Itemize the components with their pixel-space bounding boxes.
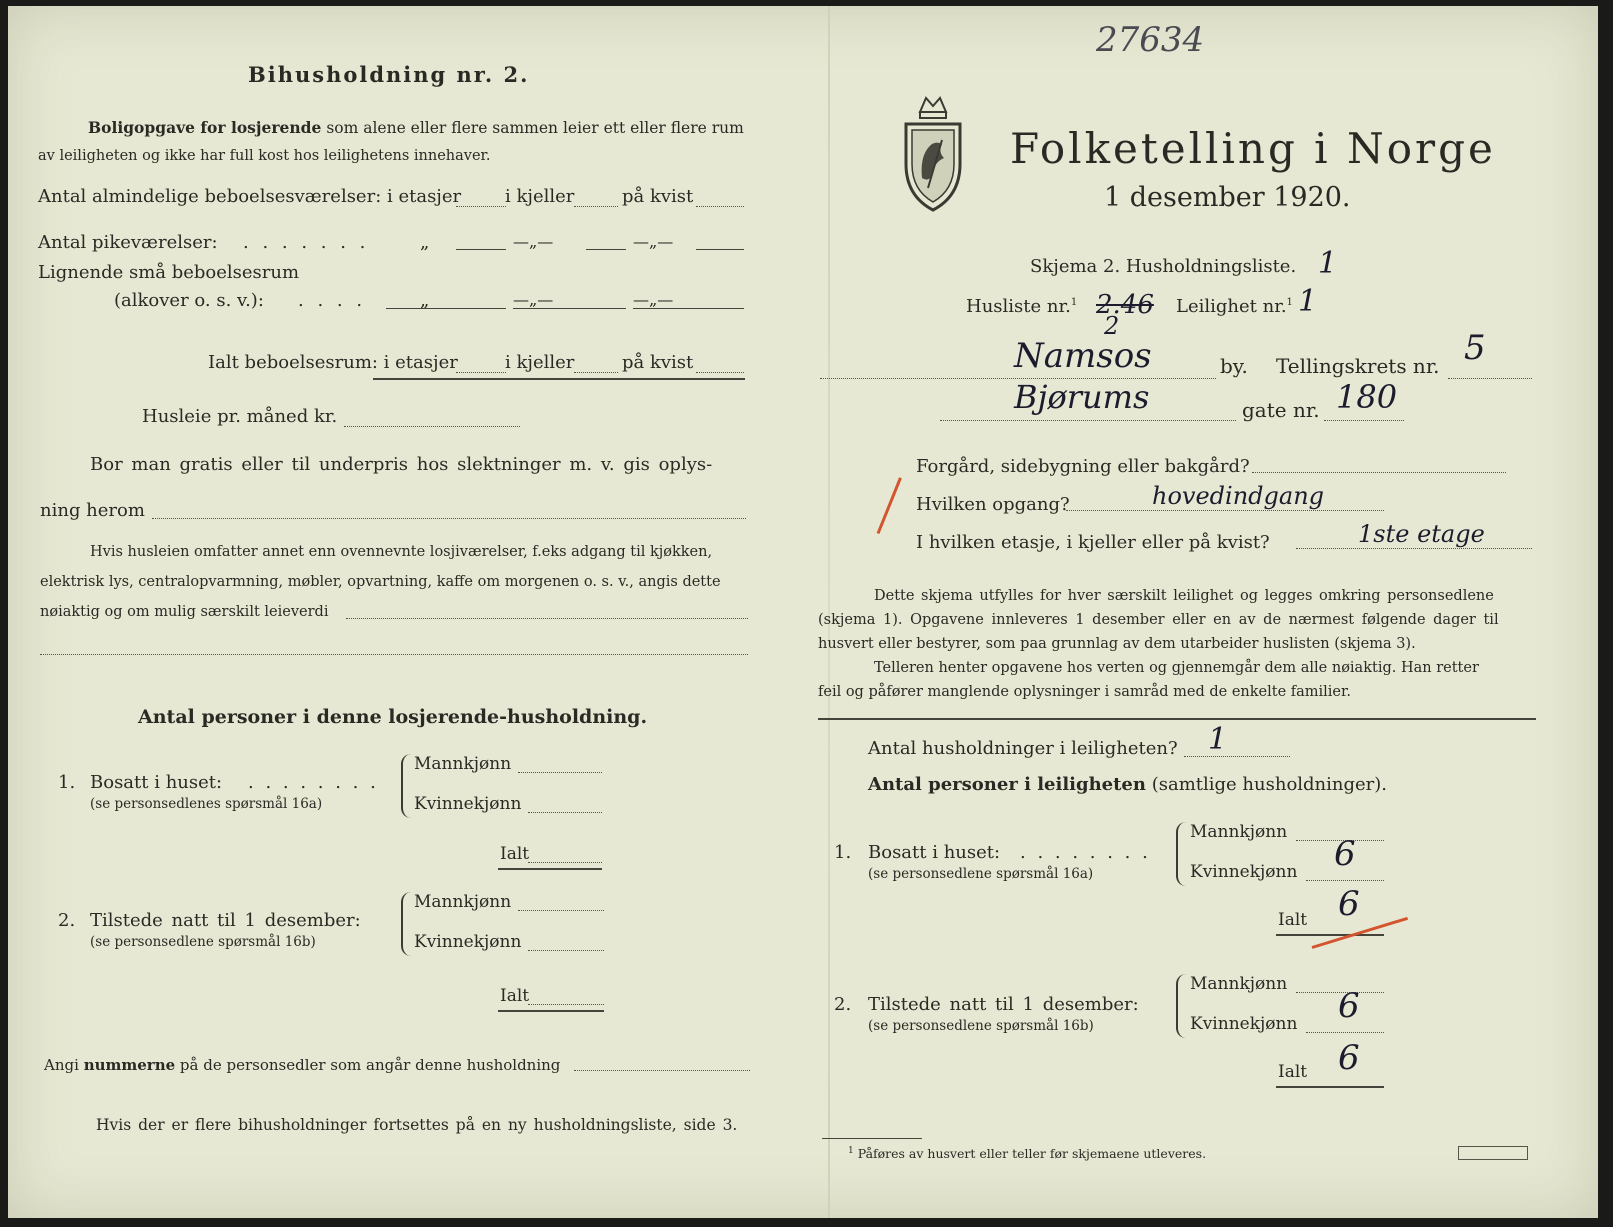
right-q2-ialt-underline xyxy=(1276,1086,1384,1088)
husliste-hand[interactable]: 2 xyxy=(1104,312,1120,340)
left-q1-mann-label: Mannkjønn xyxy=(414,754,512,774)
leilighet-label: Leilighet nr. xyxy=(1176,296,1287,317)
gratis-line-2: ning herom xyxy=(40,500,145,521)
rooms-kvist-field[interactable] xyxy=(696,206,744,207)
left-q1-kvinne-field[interactable] xyxy=(528,812,602,813)
left-q2-sub: (se personsedlene spørsmål 16b) xyxy=(90,934,316,950)
left-q1-kvinne-label: Kvinnekjønn xyxy=(414,794,522,814)
pike-ditto-2: —„— xyxy=(513,232,554,251)
hush-hand[interactable]: 1 xyxy=(1208,722,1228,757)
hvis-line-3: nøiaktig og om mulig særskilt leieverdi xyxy=(40,604,329,620)
street-hand[interactable]: Bjørums xyxy=(1014,378,1150,416)
gate-field xyxy=(1324,420,1404,421)
ialt-etasjer-field[interactable] xyxy=(456,372,506,373)
gratis-line-1: Bor man gratis eller til underpris hos slektninger m. v. gis oplys- xyxy=(90,454,713,475)
city-hand[interactable]: Namsos xyxy=(1014,336,1152,376)
info2-line-1: Telleren henter opgavene hos verten og gjennemgår dem alle nøiaktig. Han retter xyxy=(874,660,1479,676)
right-q2-mann-label: Mannkjønn xyxy=(1190,974,1288,994)
leieverdi-field[interactable] xyxy=(346,618,748,619)
opgang-hand[interactable]: hovedindgang xyxy=(1152,482,1325,510)
rooms-etasjer-field[interactable] xyxy=(456,206,506,207)
right-persons-bold: Antal personer i leiligheten xyxy=(868,774,1146,795)
right-q2-num: 2. xyxy=(834,994,852,1015)
right-q1-sub: (se personsedlene spørsmål 16a) xyxy=(868,866,1094,882)
leilighet-hand[interactable]: 1 xyxy=(1298,284,1318,319)
left-q1-sub: (se personsedlenes spørsmål 16a) xyxy=(90,796,323,812)
lignende-kvist-field[interactable] xyxy=(633,308,744,309)
ialt-underline xyxy=(373,378,745,380)
info1-line-2: (skjema 1). Opgavene innleveres 1 desember eller en av de nærmest følgende dager til xyxy=(818,612,1499,628)
right-q1-brace xyxy=(1176,822,1188,886)
lignende-line-1: Lignende små beboelsesrum xyxy=(38,262,300,283)
right-q2-label: Tilstede natt til 1 desember: xyxy=(868,994,1139,1015)
right-persons-heading xyxy=(868,774,1387,795)
right-q1-kvinne-hand[interactable]: 6 xyxy=(1334,834,1356,874)
right-q1-ialt-label: Ialt xyxy=(1278,910,1308,930)
ialt-kjeller-label: i kjeller xyxy=(505,352,575,373)
street-field xyxy=(940,420,1236,421)
pike-etasjer-field[interactable] xyxy=(456,249,506,250)
ialt-kvist-label: på kvist xyxy=(622,352,694,373)
husliste-struck: 2.46 xyxy=(1096,290,1154,320)
right-q1-ialt-hand[interactable]: 6 xyxy=(1338,884,1360,924)
gratis-field[interactable] xyxy=(152,518,746,519)
left-q2-brace xyxy=(401,892,413,956)
etasje-hand[interactable]: 1ste etage xyxy=(1358,520,1485,548)
info2-line-2: feil og påfører manglende oplysninger i samråd med de enkelte familier. xyxy=(818,684,1351,700)
right-q1-label: Bosatt i huset: xyxy=(868,842,1001,863)
opgang-field xyxy=(1066,510,1384,511)
lignende-ditto-3: —„— xyxy=(633,290,674,309)
lignende-dots: . . . . xyxy=(298,290,367,311)
left-q2-kvinne-label: Kvinnekjønn xyxy=(414,932,522,952)
ialt-kvist-field[interactable] xyxy=(696,372,744,373)
left-q2-num: 2. xyxy=(58,910,76,931)
right-q1-mann-label: Mannkjønn xyxy=(1190,822,1288,842)
ialt-kjeller-field[interactable] xyxy=(574,372,618,373)
left-q1-label: Bosatt i huset: xyxy=(90,772,223,793)
left-q1-dots: . . . . . . . . xyxy=(248,772,379,793)
intro-bold: Boligopgave for losjerende xyxy=(88,118,322,137)
right-divider xyxy=(818,718,1536,720)
left-q1-ialt-underline xyxy=(498,868,602,870)
by-label: by. xyxy=(1220,354,1248,378)
skjema-hand: 1 xyxy=(1318,246,1338,281)
right-q2-kvinne-hand[interactable]: 6 xyxy=(1338,986,1360,1026)
footnote-num: 1 xyxy=(848,1146,854,1156)
left-q2-mann-label: Mannkjønn xyxy=(414,892,512,912)
forgaard-field[interactable] xyxy=(1252,472,1506,473)
opgang-label: Hvilken opgang? xyxy=(916,494,1070,515)
husleie-field[interactable] xyxy=(344,426,520,427)
right-q2-ialt-hand[interactable]: 6 xyxy=(1338,1038,1360,1078)
right-q1-num: 1. xyxy=(834,842,852,863)
leieverdi-field-2[interactable] xyxy=(40,654,748,655)
info1-line-1: Dette skjema utfylles for hver særskilt leilighet og legges omkring personsedlene xyxy=(874,588,1494,604)
left-q2-mann-field[interactable] xyxy=(518,910,604,911)
krets-hand[interactable]: 5 xyxy=(1464,328,1486,368)
right-q2-kvinne-field xyxy=(1306,1032,1384,1033)
etasje-field xyxy=(1296,548,1532,549)
skjema-label: Skjema 2. Husholdningsliste. xyxy=(1030,256,1297,277)
rooms-kvist-label: på kvist xyxy=(622,186,694,207)
leilighet-row xyxy=(1176,296,1293,317)
right-q2-ialt-label: Ialt xyxy=(1278,1062,1308,1082)
left-q2-ialt-field[interactable] xyxy=(528,1004,604,1005)
footnote xyxy=(848,1146,1206,1161)
pike-kvist-field[interactable] xyxy=(696,249,744,250)
angi-pre: Angi xyxy=(44,1056,79,1074)
right-q1-kvinne-field xyxy=(1306,880,1384,881)
intro-line-2: av leiligheten og ikke har full kost hos leilighetens innehaver. xyxy=(38,148,491,164)
footnote-text: Påføres av husvert eller teller før skjemaene utleveres. xyxy=(857,1146,1207,1162)
etasje-label: I hvilken etasje, i kjeller eller på kvist? xyxy=(916,532,1270,553)
gate-label: gate nr. xyxy=(1242,398,1320,422)
footnote-rule xyxy=(822,1138,922,1139)
leilighet-sup: 1 xyxy=(1286,297,1293,308)
lignende-kjeller-field[interactable] xyxy=(513,308,626,309)
hush-label: Antal husholdninger i leiligheten? xyxy=(868,738,1178,759)
krets-field xyxy=(1448,378,1532,379)
printer-stamp xyxy=(1458,1146,1528,1160)
right-title: Folketelling i Norge xyxy=(1010,124,1496,173)
left-q2-kvinne-field[interactable] xyxy=(528,950,604,951)
hvis-line-2: elektrisk lys, centralopvarmning, møbler, opvartning, kaffe om morgenen o. s. v., angis dette xyxy=(40,574,721,590)
intro-line-1 xyxy=(88,118,744,137)
rooms-kjeller-field[interactable] xyxy=(574,206,618,207)
rooms-kjeller-label: i kjeller xyxy=(505,186,575,207)
left-q1-mann-field[interactable] xyxy=(518,772,602,773)
info1-line-3: husvert eller bestyrer, som paa grunnlag av dem utarbeider huslisten (skjema 3). xyxy=(818,636,1416,652)
angi-rest: på de personsedler som angår denne husholdning xyxy=(179,1056,561,1074)
husliste-label: Husliste nr. xyxy=(966,296,1071,317)
left-q1-ialt-label: Ialt xyxy=(500,844,530,864)
pike-ditto-3: —„— xyxy=(633,232,674,251)
left-title: Bihusholdning nr. 2. xyxy=(248,62,530,87)
pike-label: Antal pikeværelser: xyxy=(38,232,218,253)
angi-field[interactable] xyxy=(574,1070,750,1071)
right-q2-sub: (se personsedlene spørsmål 16b) xyxy=(868,1018,1094,1034)
husliste-sup: 1 xyxy=(1070,297,1078,308)
right-q2-brace xyxy=(1176,974,1188,1038)
intro-rest: som alene eller flere sammen leier ett eller flere rum xyxy=(326,119,744,137)
right-persons-rest: (samtlige husholdninger). xyxy=(1151,774,1388,795)
left-persons-heading: Antal personer i denne losjerende-husholdning. xyxy=(138,706,648,728)
krets-label: Tellingskrets nr. xyxy=(1276,354,1440,378)
right-q1-kvinne-label: Kvinnekjønn xyxy=(1190,862,1298,882)
husliste-row xyxy=(966,296,1077,317)
right-q1-dots: . . . . . . . . xyxy=(1020,842,1151,863)
hvis-line-1: Hvis husleien omfatter annet enn ovennevnte losjiværelser, f.eks adgang til kjøkken, xyxy=(90,544,713,560)
rooms-label: Antal almindelige beboelsesværelser: i etasjer xyxy=(38,186,462,207)
angi-line xyxy=(44,1056,560,1074)
left-q2-ialt-label: Ialt xyxy=(500,986,530,1006)
left-q1-ialt-field[interactable] xyxy=(528,862,602,863)
lignende-line-2: (alkover o. s. v.): xyxy=(114,290,264,311)
census-date: 1 desember 1920. xyxy=(1104,182,1351,213)
lignende-ditto-2: —„— xyxy=(513,290,554,309)
left-q1-num: 1. xyxy=(58,772,76,793)
husleie-label: Husleie pr. måned kr. xyxy=(142,406,338,427)
left-footer: Hvis der er flere bihusholdninger fortsettes på en ny husholdningsliste, side 3. xyxy=(96,1116,738,1134)
archive-number: 27634 xyxy=(1096,20,1205,60)
red-check-mark xyxy=(877,477,902,534)
gate-hand[interactable]: 180 xyxy=(1336,378,1398,416)
lignende-etasjer-field[interactable] xyxy=(386,308,506,309)
left-q2-ialt-underline xyxy=(498,1010,604,1012)
left-q1-brace xyxy=(401,754,413,818)
right-q1-ialt-underline xyxy=(1276,934,1384,936)
census-sheet xyxy=(8,6,1598,1218)
angi-bold: nummerne xyxy=(83,1056,176,1074)
ialt-rooms-label: Ialt beboelsesrum: i etasjer xyxy=(208,352,458,373)
hush-field xyxy=(1184,756,1290,757)
pike-dots: . . . . . . . xyxy=(243,232,370,253)
red-correction-stroke xyxy=(1312,917,1409,949)
pike-ditto: „ xyxy=(420,232,430,253)
forgaard-label: Forgård, sidebygning eller bakgård? xyxy=(916,456,1250,477)
left-q2-label: Tilstede natt til 1 desember: xyxy=(90,910,361,931)
coat-of-arms-icon xyxy=(898,92,968,216)
right-q2-kvinne-label: Kvinnekjønn xyxy=(1190,1014,1298,1034)
lignende-ditto: „ xyxy=(420,290,430,311)
pike-kjeller-field[interactable] xyxy=(586,249,626,250)
